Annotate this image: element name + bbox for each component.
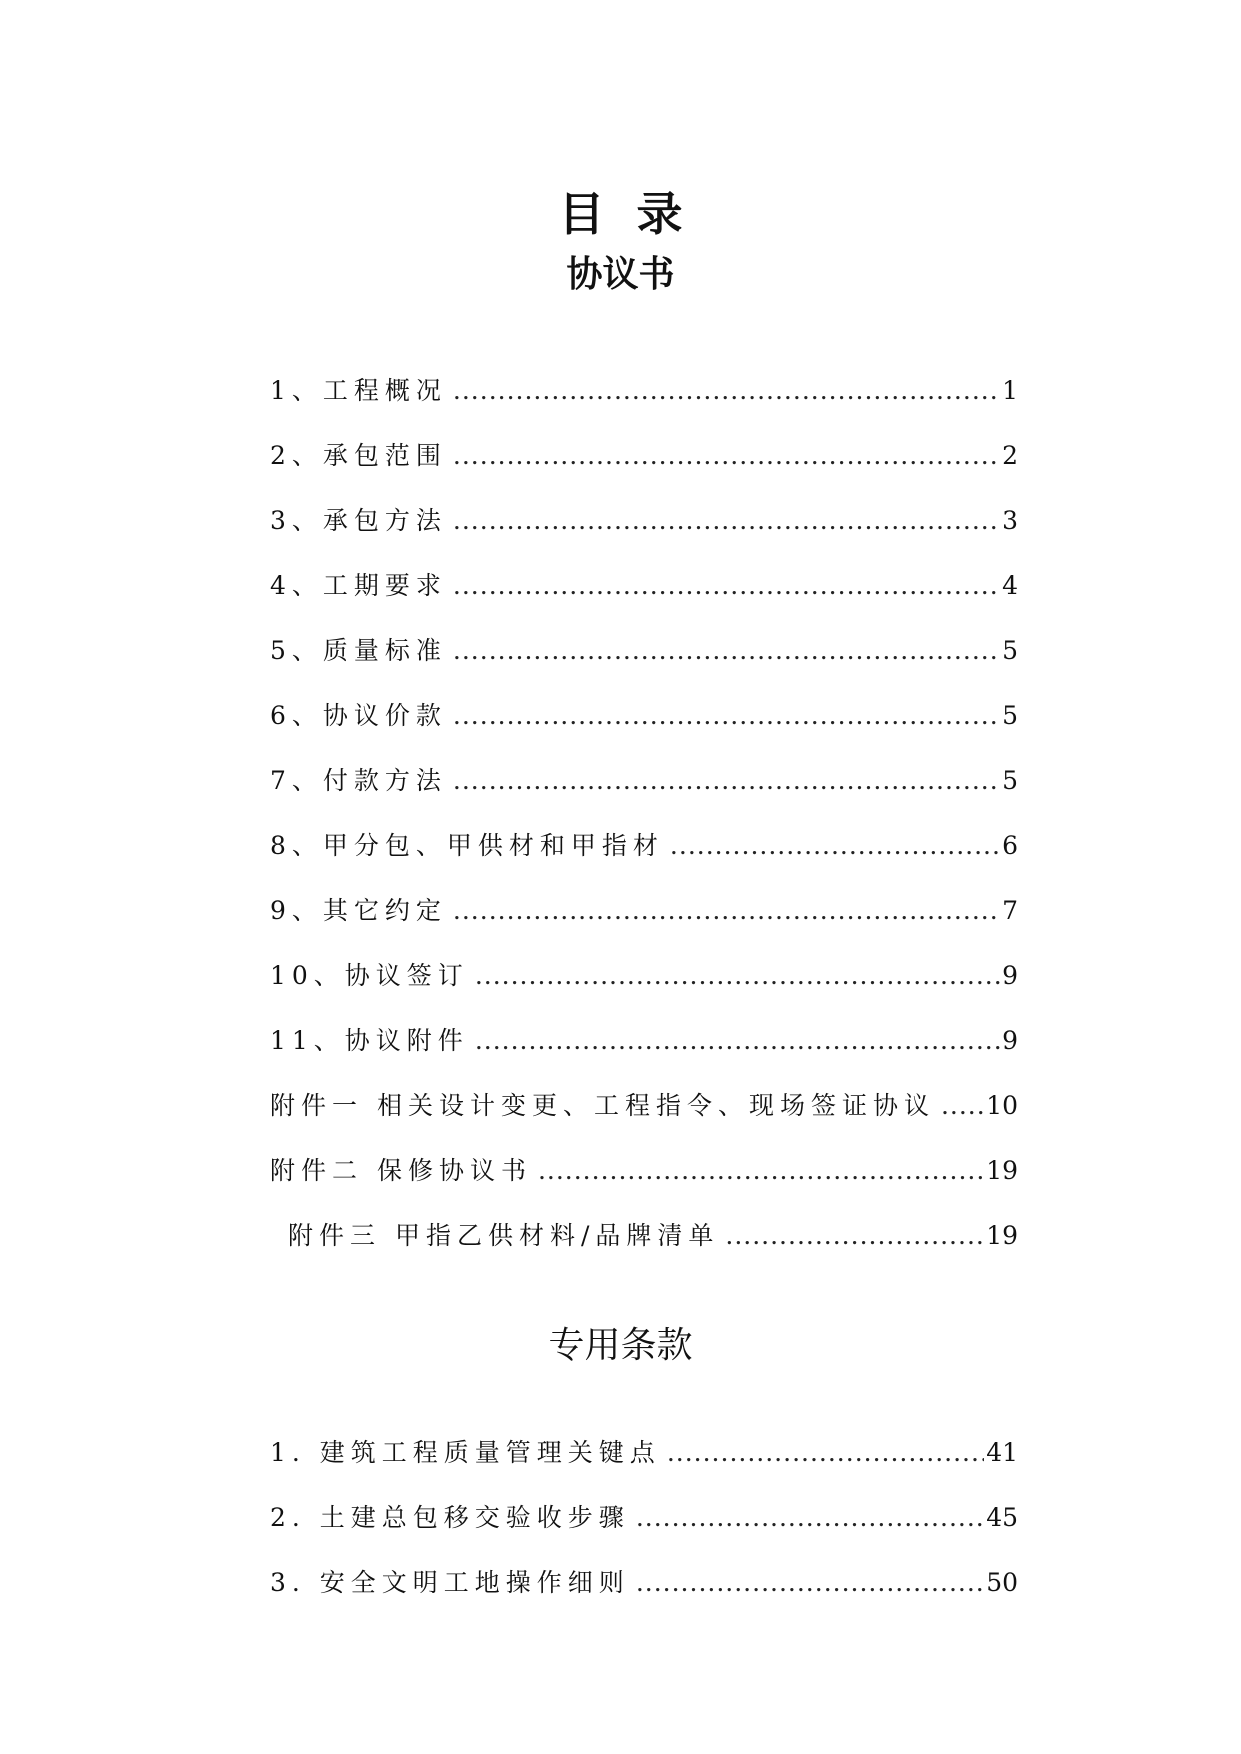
toc-entry-page: 10 bbox=[986, 1091, 1018, 1120]
toc-leader-dots bbox=[453, 748, 1000, 813]
toc-leader-dots bbox=[670, 813, 1000, 878]
toc-entry[interactable] bbox=[270, 618, 1018, 683]
toc-entry[interactable] bbox=[270, 1485, 1018, 1550]
toc-entry-label: 9、其它约定 bbox=[270, 896, 447, 925]
toc-entry[interactable] bbox=[270, 1550, 1018, 1615]
toc-entry-label: 2、承包范围 bbox=[270, 441, 447, 470]
agreement-toc bbox=[270, 358, 1018, 1268]
toc-entry-label: 3. 安全文明工地操作细则 bbox=[270, 1568, 630, 1597]
toc-entry-page: 2 bbox=[1002, 441, 1018, 470]
toc-entry-label: 11、协议附件 bbox=[270, 1026, 469, 1055]
toc-leader-dots bbox=[941, 1073, 984, 1138]
toc-entry[interactable] bbox=[270, 423, 1018, 488]
toc-leader-dots bbox=[475, 943, 1000, 1008]
toc-leader-dots bbox=[453, 878, 1000, 943]
toc-leader-dots bbox=[475, 1008, 1000, 1073]
toc-entry-label: 附件三 甲指乙供材料/品牌清单 bbox=[288, 1221, 720, 1250]
toc-entry-label: 3、承包方法 bbox=[270, 506, 447, 535]
toc-entry-page: 5 bbox=[1002, 766, 1018, 795]
page-title: 目录 bbox=[558, 187, 715, 241]
toc-leader-dots bbox=[725, 1203, 984, 1268]
special-terms-heading: 专用条款 bbox=[548, 1325, 693, 1366]
toc-entry-label: 7、付款方法 bbox=[270, 766, 447, 795]
toc-leader-dots bbox=[453, 358, 1000, 423]
toc-entry-label: 6、协议价款 bbox=[270, 701, 447, 730]
toc-leader-dots bbox=[538, 1138, 984, 1203]
toc-entry-label: 1、工程概况 bbox=[270, 376, 447, 405]
toc-entry-page: 5 bbox=[1002, 636, 1018, 665]
toc-leader-dots bbox=[667, 1420, 984, 1485]
toc-leader-dots bbox=[453, 683, 1000, 748]
toc-leader-dots bbox=[453, 618, 1000, 683]
toc-entry[interactable] bbox=[270, 1420, 1018, 1485]
toc-entry-page: 45 bbox=[986, 1503, 1018, 1532]
toc-leader-dots bbox=[636, 1550, 984, 1615]
toc-entry-label: 附件二 保修协议书 bbox=[270, 1156, 532, 1185]
toc-leader-dots bbox=[453, 423, 1000, 488]
toc-entry-label: 2. 土建总包移交验收步骤 bbox=[270, 1503, 630, 1532]
toc-entry-page: 5 bbox=[1002, 701, 1018, 730]
toc-leader-dots bbox=[636, 1485, 984, 1550]
toc-entry[interactable] bbox=[270, 1138, 1018, 1203]
toc-entry[interactable] bbox=[270, 358, 1018, 423]
toc-entry-label: 4、工期要求 bbox=[270, 571, 447, 600]
toc-entry-page: 41 bbox=[986, 1438, 1018, 1467]
toc-entry[interactable] bbox=[270, 813, 1018, 878]
toc-entry-label: 附件一 相关设计变更、工程指令、现场签证协议 bbox=[270, 1091, 935, 1120]
toc-entry-page: 19 bbox=[986, 1221, 1018, 1250]
toc-entry-page: 9 bbox=[1002, 1026, 1018, 1055]
toc-entry-page: 6 bbox=[1002, 831, 1018, 860]
toc-entry-label: 5、质量标准 bbox=[270, 636, 447, 665]
toc-entry-page: 1 bbox=[1002, 376, 1018, 405]
toc-entry[interactable] bbox=[270, 553, 1018, 618]
toc-entry[interactable] bbox=[270, 878, 1018, 943]
toc-entry-page: 3 bbox=[1002, 506, 1018, 535]
toc-entry-page: 19 bbox=[986, 1156, 1018, 1185]
toc-entry[interactable] bbox=[270, 943, 1018, 1008]
toc-entry[interactable] bbox=[270, 683, 1018, 748]
toc-entry-page: 7 bbox=[1002, 896, 1018, 925]
toc-entry[interactable] bbox=[270, 1008, 1018, 1073]
toc-entry[interactable] bbox=[270, 488, 1018, 553]
agreement-heading: 协议书 bbox=[566, 253, 675, 295]
toc-entry-page: 9 bbox=[1002, 961, 1018, 990]
toc-entry-page: 4 bbox=[1002, 571, 1018, 600]
toc-entry[interactable] bbox=[270, 748, 1018, 813]
toc-leader-dots bbox=[453, 553, 1000, 618]
toc-entry-label: 10、协议签订 bbox=[270, 961, 469, 990]
toc-entry[interactable] bbox=[270, 1203, 1018, 1268]
special-terms-toc bbox=[270, 1420, 1018, 1615]
toc-entry-label: 1. 建筑工程质量管理关键点 bbox=[270, 1438, 661, 1467]
toc-leader-dots bbox=[453, 488, 1000, 553]
toc-entry-label: 8、甲分包、甲供材和甲指材 bbox=[270, 831, 664, 860]
toc-entry-page: 50 bbox=[986, 1568, 1018, 1597]
toc-entry[interactable] bbox=[270, 1073, 1018, 1138]
